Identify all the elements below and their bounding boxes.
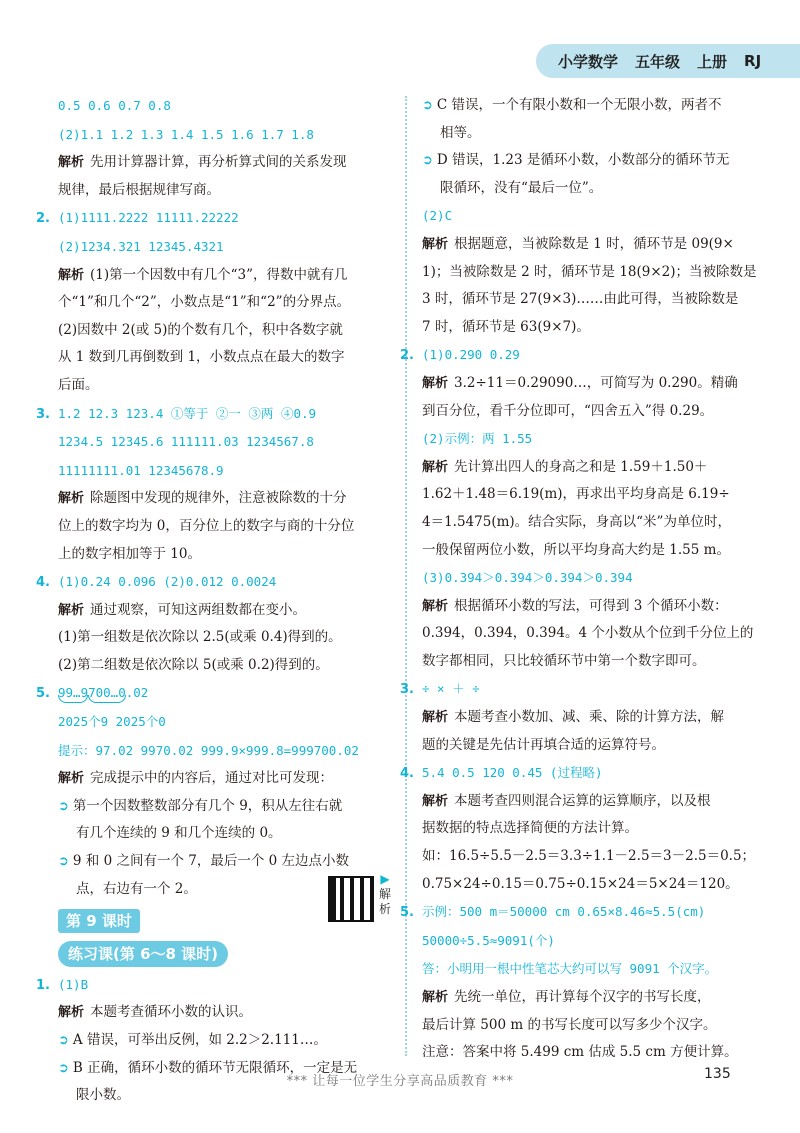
text-line: [58, 793, 388, 821]
answer-text: 示例：500 m＝50000 cm 0.65×8.46≈5.5(cm): [422, 904, 706, 920]
text-line: [58, 820, 388, 848]
bullet-text: 限循环，没有“最后一位”。: [440, 179, 603, 196]
text-line: [422, 454, 762, 482]
bullet-text: 限小数。: [76, 1087, 130, 1104]
arrow-bullet-icon: ➲: [58, 1033, 69, 1048]
answer-text: (2)1234.321 12345.4321: [58, 238, 224, 254]
right-column: [400, 92, 762, 1067]
body-text: 0.394，0.394，0.394。4 个小数从个位到千分位上的: [422, 625, 754, 642]
text-line: [58, 1027, 388, 1055]
text-line: [400, 759, 762, 788]
analysis-label: 解析: [422, 990, 449, 1005]
text-line: [36, 568, 388, 597]
arrow-bullet-icon: ➲: [422, 98, 433, 113]
body-text: 后面。: [58, 376, 99, 393]
text-line: [58, 289, 388, 317]
body-text: 7 时，循环节是 63(9×7)。: [422, 318, 590, 335]
header-subject: 小学数学: [558, 52, 619, 71]
body-text: 到百分位，看千分位即可，“四舍五入”得 0.29。: [422, 402, 714, 419]
analysis-text: 3.2÷11＝0.29090…，可简写为 0.290。精确: [454, 374, 738, 391]
body-text: (1)第一组数是依次除以 2.5(或乘 0.4)得到的。: [58, 629, 342, 646]
brace-group-nines: [58, 679, 88, 707]
text-line: [422, 648, 762, 676]
header-volume: 上册: [697, 52, 728, 71]
bullet-text: C 错误，一个有限小数和一个无限小数，两者不: [436, 97, 722, 113]
body-text: 从 1 数到几再倒数到 1，小数点点在最大的数字: [58, 349, 345, 366]
body-text: 如：16.5÷5.5－2.5＝3.3÷1.1－2.5＝3－2.5＝0.5；: [422, 848, 756, 865]
analysis-label: 解析: [58, 267, 85, 283]
text-line: [422, 955, 762, 984]
analysis-text: 先计算出四人的身高之和是 1.59＋1.50＋: [454, 458, 708, 475]
underbrace: [58, 695, 88, 703]
answer-text: 5.4 0.5 120 0.45 (过程略): [422, 765, 603, 781]
analysis-label: 解析: [422, 793, 449, 809]
text-line: [422, 231, 762, 259]
body-text: 据数据的特点选择简便的方法计算。: [422, 820, 638, 837]
arrow-bullet-icon: ➲: [58, 798, 69, 814]
question-number: 5.: [36, 686, 50, 702]
qr-code[interactable]: [328, 876, 374, 922]
analysis-text: 本题考查四则混合运算的运算顺序，以及根: [454, 792, 711, 809]
answer-text: (3)0.394＞0.394＞0.394＞0.394: [422, 570, 633, 586]
text-line: [58, 92, 388, 121]
footer-slogan: *** 让每一位学生分享高品质教育 ***: [286, 1074, 514, 1089]
question-number: 4.: [400, 766, 414, 782]
text-line: [422, 1012, 762, 1040]
text-line: [58, 597, 388, 625]
text-line: [58, 765, 388, 793]
analysis-text: 完成提示中的内容后，通过对比可发现：: [90, 770, 334, 787]
bullet-text: 9 和 0 之间有一个 7，最后一个 0 左边点小数: [72, 853, 350, 870]
analysis-label: 解析: [422, 459, 449, 475]
text-line: [422, 815, 762, 843]
answer-text: (1)0.290 0.29: [422, 347, 520, 363]
bullet-text: 有几个连续的 9 和几个连续的 0。: [76, 825, 282, 842]
text-line: [422, 537, 762, 565]
header-edition: RJ: [744, 52, 762, 70]
text-line: [422, 481, 762, 509]
text-line: [422, 1039, 762, 1067]
answer-text: (2)示例：两 1.55: [422, 431, 533, 447]
analysis-label: 解析: [58, 602, 85, 618]
page-number: 135: [704, 1066, 731, 1082]
text-line: [58, 262, 388, 290]
bullet-text: 第一个因数整数部分有几个 9，积从左往右就: [72, 797, 343, 814]
text-line: [422, 202, 762, 231]
body-text: 1)；当被除数是 2 时，循环节是 18(9×2)；当被除数是: [422, 263, 757, 280]
answer-text: (1)0.24 0.096 (2)0.012 0.0024: [58, 574, 277, 590]
text-line: [58, 624, 388, 652]
analysis-text: 本题考查小数加、减、乘、除的计算方法，解: [454, 709, 725, 726]
text-line: [422, 259, 762, 287]
question-number: 3.: [36, 406, 50, 422]
text-line: [422, 871, 762, 899]
text-line: [422, 120, 762, 148]
text-line: [400, 341, 762, 370]
text-line: [422, 593, 762, 621]
body-text: 最后计算 500 m 的书写长度可以写多少个汉字。: [422, 1016, 717, 1033]
analysis-text: 除题图中发现的规律外，注意被除数的十分: [90, 490, 347, 507]
answer-text: 99…9: [58, 685, 89, 701]
brace-group-zeros: [88, 679, 126, 707]
question-number: 2.: [36, 211, 50, 227]
bullet-text: B 正确，循环小数的循环节无限循环，一定是无: [72, 1059, 358, 1076]
text-line: [58, 121, 388, 150]
answer-text: (1)B: [58, 976, 89, 992]
text-line: [58, 149, 388, 177]
analysis-label: 解析: [58, 1005, 85, 1021]
text-line: [422, 732, 762, 760]
section-title: 练习课(第 6～8 课时): [58, 941, 228, 967]
body-text: 3 时，循环节是 27(9×3)……由此可得，当被除数是: [422, 291, 739, 308]
analysis-text: 根据循环小数的写法，可得到 3 个循环小数：: [454, 597, 728, 614]
answer-text: (1)1111.2222 11111.22222: [58, 210, 239, 226]
header-grade: 五年级: [635, 52, 681, 71]
answer-text: 1234.5 12345.6 111111.03 1234567.8: [58, 434, 314, 450]
qr-label: [376, 872, 394, 917]
body-text: 规律，最后根据规律写商。: [58, 181, 220, 198]
body-text: 上的数字相加等于 10。: [58, 545, 201, 562]
question-number: 1.: [36, 977, 50, 993]
analysis-label: 解析: [422, 236, 449, 252]
body-text: 数字都相同，只比较循环节中第一个数字即可。: [422, 652, 706, 669]
answer-text: (2)C: [422, 208, 453, 224]
analysis-text: 通过观察，可知这两组数都在变小。: [90, 601, 307, 618]
bullet-text: 点，右边有一个 2。: [76, 880, 197, 897]
text-line: [58, 513, 388, 541]
text-line: [422, 927, 762, 956]
text-line: [422, 92, 762, 120]
analysis-label: 解析: [58, 491, 85, 507]
text-line: [58, 457, 388, 486]
text-line: [422, 147, 762, 175]
left-column: [36, 92, 388, 1110]
answer-text: 50000÷5.5≈9091(个): [422, 932, 555, 948]
body-text: (2)因数中 2(或 5)的个数有几个，积中各数字就: [58, 321, 343, 338]
analysis-text: (1)第一个因数中有几个“3”，得数中就有几: [90, 266, 348, 283]
text-line: [400, 898, 762, 927]
text-line: [422, 286, 762, 314]
text-line: [58, 485, 388, 513]
analysis-label: 解析: [422, 598, 449, 614]
analysis-label: 解析: [422, 710, 449, 726]
body-text: 个“1”和几个“2”，小数点是“1”和“2”的分界点。: [58, 294, 351, 311]
answer-text: .02: [125, 685, 149, 701]
text-line: [422, 175, 762, 203]
text-line: [422, 843, 762, 871]
analysis-text: 先统一单位，再计算每个汉字的书写长度，: [454, 989, 711, 1005]
text-line: [422, 788, 762, 816]
text-line: [58, 428, 388, 457]
text-line: [58, 344, 388, 372]
bullet-text: 相等。: [440, 124, 481, 141]
text-line: [58, 737, 388, 766]
body-text: 1.62＋1.48＝6.19(m)，再求出平均身高是 6.19÷: [422, 486, 730, 503]
question-number: 3.: [400, 682, 414, 698]
bullet-text: D 错误，1.23 是循环小数，小数部分的循环节无: [436, 152, 730, 169]
answer-text: (2)1.1 1.2 1.3 1.4 1.5 1.6 1.7 1.8: [58, 126, 314, 142]
text-line: [58, 177, 388, 205]
arrow-bullet-icon: ➲: [422, 153, 433, 169]
body-text: 题的关键是先估计再填合适的运算符号。: [422, 736, 665, 753]
answer-text: 提示：97.02 9970.02 999.9×999.8=999700.02: [58, 742, 359, 758]
bullet-text: A 错误，可举出反例，如 2.2＞2.111…。: [72, 1032, 327, 1048]
text-line: [422, 370, 762, 398]
question-number: 2.: [400, 348, 414, 364]
answer-text: 0.5 0.6 0.7 0.8: [58, 98, 171, 113]
underbrace: [88, 695, 126, 703]
lesson-title: 第 9 课时: [58, 909, 140, 933]
analysis-label: 解析: [58, 771, 85, 787]
text-line: [36, 679, 388, 708]
text-line: [422, 398, 762, 426]
body-text: 位上的数字均为 0，百分位上的数字与商的十分位: [58, 517, 355, 534]
answer-text: 答：小明用一根中性笔芯大约可以写 9091 个汉字。: [422, 961, 718, 977]
text-line: [58, 848, 388, 876]
text-line: [422, 984, 762, 1012]
text-line: [58, 999, 388, 1027]
qr-label-text: 解析: [378, 887, 391, 916]
answer-text: 700…0: [88, 685, 126, 701]
answer-text: ÷ × ＋ ÷: [422, 681, 480, 697]
analysis-label: 解析: [422, 375, 449, 391]
text-line: [422, 509, 762, 537]
header-badge: [536, 44, 800, 78]
body-text: (2)第二组数是依次除以 5(或乘 0.2)得到的。: [58, 656, 329, 673]
answer-text: 2025个9 2025个0: [58, 714, 166, 730]
answer-text: 11111111.01 12345678.9: [58, 462, 224, 478]
body-text: 注意：答案中将 5.499 cm 估成 5.5 cm 方便计算。: [422, 1044, 738, 1061]
text-line: [36, 204, 388, 233]
text-line: [58, 372, 388, 400]
body-text: 4＝1.5475(m)。结合实际，身高以“米”为单位时，: [422, 513, 731, 530]
text-line: [422, 314, 762, 342]
text-line: [422, 425, 762, 454]
answer-text: 1.2 12.3 123.4 ①等于 ②一 ③两 ④0.9: [58, 405, 317, 421]
question-number: 4.: [36, 575, 50, 591]
analysis-text: 先用计算器计算，再分析算式间的关系发现: [90, 154, 347, 171]
question-number: 5.: [400, 905, 414, 921]
arrow-bullet-icon: ➲: [58, 1060, 69, 1076]
analysis-label: 解析: [58, 155, 85, 171]
text-line: [36, 400, 388, 429]
arrow-bullet-icon: ➲: [58, 854, 69, 870]
text-line: [422, 620, 762, 648]
play-icon: ▶: [380, 872, 390, 886]
text-line: [58, 233, 388, 262]
text-line: [58, 708, 388, 737]
text-line: [422, 564, 762, 593]
text-line: [36, 971, 388, 1000]
analysis-text: 本题考查循环小数的认识。: [90, 1004, 253, 1021]
text-line: [58, 317, 388, 345]
body-text: 一般保留两位小数，所以平均身高大约是 1.55 m。: [422, 541, 730, 558]
text-line: [422, 704, 762, 732]
text-line: [400, 675, 762, 704]
body-text: 0.75×24÷0.15＝0.75÷0.15×24＝5×24＝120。: [422, 875, 739, 892]
analysis-text: 根据题意，当被除数是 1 时，循环节是 09(9×: [454, 235, 734, 252]
text-line: [58, 541, 388, 569]
text-line: [58, 652, 388, 680]
